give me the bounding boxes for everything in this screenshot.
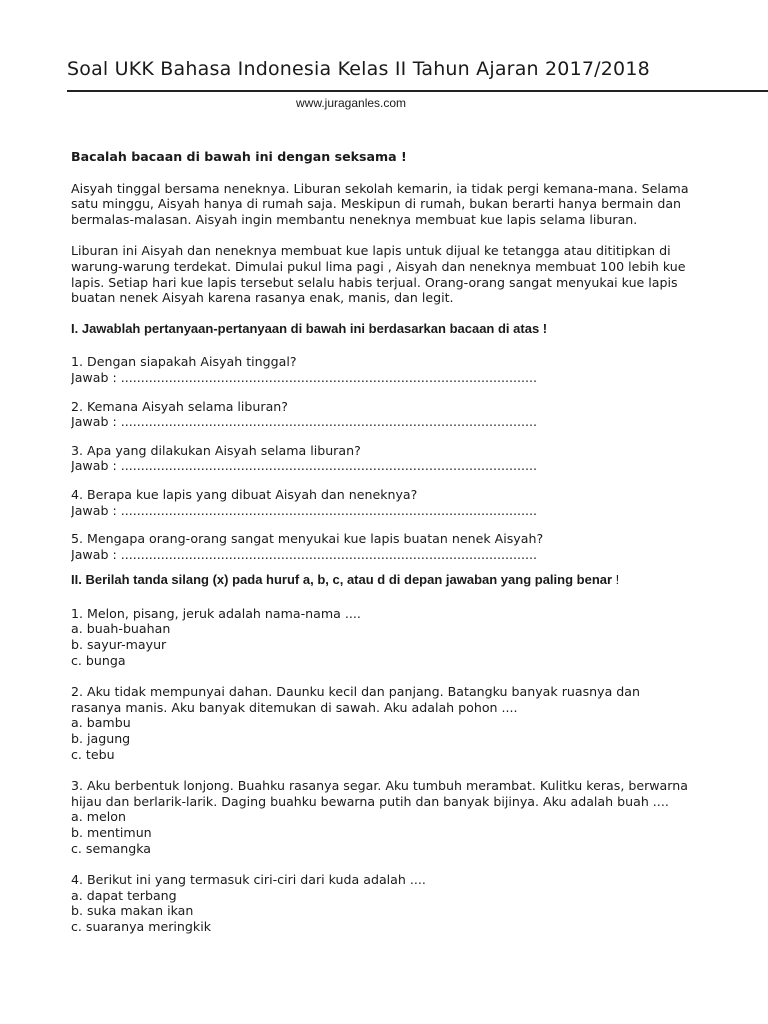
option-a: a. dapat terbang: [71, 887, 177, 903]
choice-question-4: [71, 872, 693, 934]
reading-paragraph-1: Aisyah tinggal bersama neneknya. Liburan sekolah kemarin, ia tidak pergi kemana-mana. Selama satu minggu, Aisyah hanya di rumah saja. Meskipun di rumah, bukan berarti hanya bermain dan bermalas-malasan. Aisyah ingin membantu neneknya membuat kue lapis selama liburan.: [71, 180, 689, 227]
option-c: c. suaranya meringkik: [71, 918, 211, 934]
option-c: c. bunga: [71, 652, 126, 668]
website-url: www.juraganles.com: [296, 96, 407, 110]
section-2-heading-tail: !: [612, 572, 620, 588]
essay-question-1: [71, 354, 693, 385]
option-b: b. jagung: [71, 731, 131, 747]
question-text: 3. Apa yang dilakukan Aisyah selama liburan?: [71, 442, 361, 458]
answer-line: Jawab : ........................................................................................................: [71, 414, 538, 430]
question-text: 4. Berapa kue lapis yang dibuat Aisyah dan neneknya?: [71, 486, 418, 502]
section-2-heading-text: II. Berilah tanda silang (x) pada huruf a, b, c, atau d di depan jawaban yang paling benar: [71, 572, 613, 588]
reading-instruction: Bacalah bacaan di bawah ini dengan seksama !: [71, 149, 407, 164]
answer-line: Jawab : ........................................................................................................: [71, 458, 538, 474]
option-b: b. suka makan ikan: [71, 903, 194, 919]
title-rule: [67, 90, 768, 92]
option-a: a. buah-buahan: [71, 621, 171, 637]
option-a: a. melon: [71, 809, 126, 825]
question-text: 3. Aku berbentuk lonjong. Buahku rasanya segar. Aku tumbuh merambat. Kulitku keras, berwarna hijau dan berlarik-larik. Daging buahku bewarna putih dan banyak bijinya. Aku adalah buah ....: [71, 778, 688, 809]
answer-line: Jawab : ........................................................................................................: [71, 546, 538, 562]
essay-question-3: [71, 443, 693, 474]
option-b: b. mentimun: [71, 825, 152, 840]
question-text: 1. Melon, pisang, jeruk adalah nama-nama ....: [71, 605, 361, 621]
answer-line: Jawab : ........................................................................................................: [71, 369, 538, 385]
option-b: b. sayur-mayur: [71, 637, 167, 653]
page-title: Soal UKK Bahasa Indonesia Kelas II Tahun Ajaran 2017/2018: [67, 58, 650, 80]
option-a: a. bambu: [71, 715, 131, 731]
section-1-heading: I. Jawablah pertanyaan-pertanyaan di bawah ini berdasarkan bacaan di atas !: [71, 320, 548, 336]
choice-question-2: [71, 684, 693, 762]
option-c: c. semangka: [71, 840, 151, 856]
essay-question-5: [71, 531, 693, 562]
question-text: 1. Dengan siapakah Aisyah tinggal?: [71, 354, 297, 370]
choice-question-1: [71, 606, 693, 668]
question-text: 2. Aku tidak mempunyai dahan. Daunku kecil dan panjang. Batangku banyak ruasnya dan rasanya manis. Aku banyak ditemukan di sawah. Aku adalah pohon ....: [71, 684, 640, 715]
question-text: 5. Mengapa orang-orang sangat menyukai kue lapis buatan nenek Aisyah?: [71, 531, 544, 547]
question-text: 2. Kemana Aisyah selama liburan?: [71, 398, 288, 414]
reading-paragraph-2: Liburan ini Aisyah dan neneknya membuat kue lapis untuk dijual ke tetangga atau dititipkan di warung-warung terdekat. Dimulai pukul lima pagi , Aisyah dan neneknya membuat 100 lebih kue lapis. Setiap hari kue lapis tersebut selalu habis terjual. Orang-orang sangat menyukai kue lapis buatan nenek Aisyah karena rasanya enak, manis, dan legit.: [71, 243, 686, 306]
answer-line: Jawab : ........................................................................................................: [71, 502, 538, 518]
worksheet-content: [71, 149, 693, 935]
section-2-heading: [71, 572, 693, 588]
essay-question-2: [71, 399, 693, 430]
question-text: 4. Berikut ini yang termasuk ciri-ciri dari kuda adalah ....: [71, 872, 426, 888]
essay-question-4: [71, 487, 693, 518]
choice-question-3: [71, 778, 693, 856]
option-c: c. tebu: [71, 746, 115, 762]
